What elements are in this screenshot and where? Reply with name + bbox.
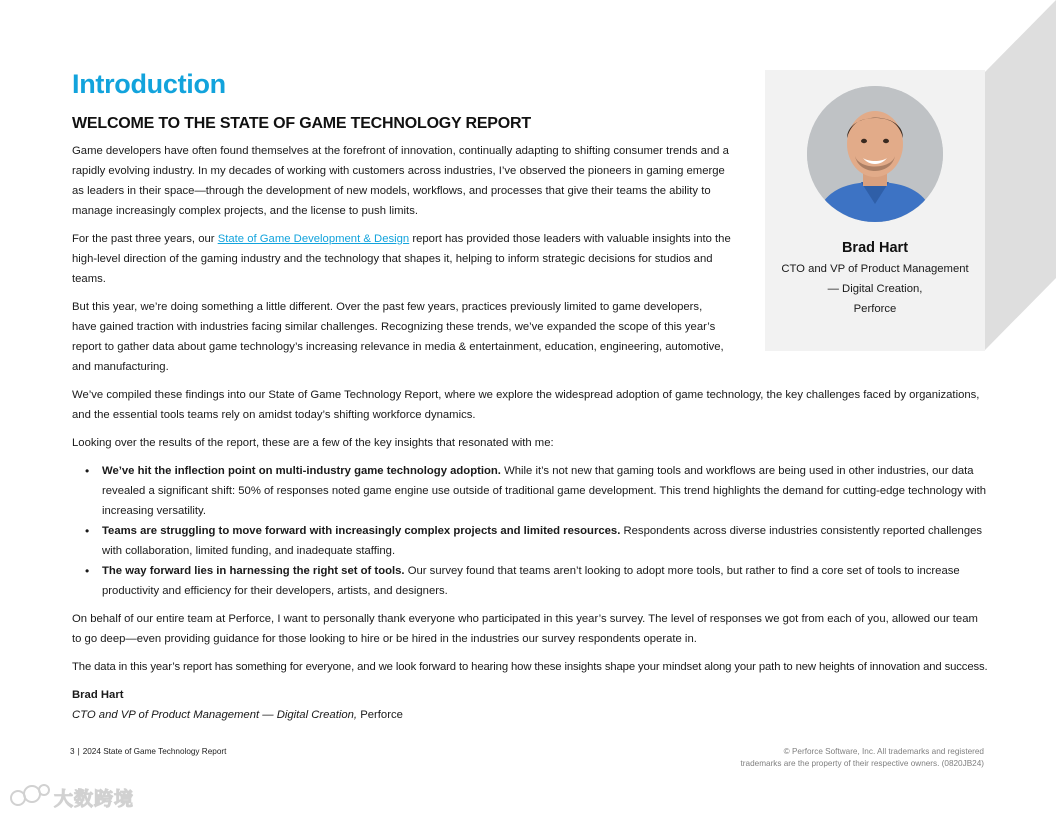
insight-heading: The way forward lies in harnessing the right set of tools.: [102, 565, 405, 577]
avatar-illustration: [807, 86, 943, 222]
list-item: [72, 561, 988, 601]
insight-heading: Teams are struggling to move forward with increasingly complex projects and limited resources.: [102, 525, 621, 537]
bullet-icon: •: [85, 564, 90, 578]
bullet-icon: •: [85, 464, 90, 478]
signature-company: Perforce: [357, 709, 403, 721]
copyright-line: trademarks are the property of their respective owners. (0820JB24): [740, 759, 984, 768]
page-number: 3: [70, 747, 75, 756]
key-insights-list: [72, 461, 988, 601]
insight-text: Respondents across diverse industries consistently reported challenges with collaboration, limited funding, and inadequate staffing.: [102, 525, 983, 557]
author-role-line: — Digital Creation,: [827, 283, 923, 295]
intro-paragraph-1: Game developers have often found themselves at the forefront of innovation, continually adapting to shifting consumer trends and a rapidly evolving industry. In my decades of working with customers across industries, I’ve observed the pioneers in gaming emerge as leaders in their space—through the development of new models, workflows, and processes that give their teams the ability to manage increasingly complex projects, and the license to push limits.: [72, 145, 729, 217]
intro-paragraph-4: We’ve compiled these findings into our State of Game Technology Report, where we explore the widespread adoption of game technology, the key challenges faced by organizations, and the essential tools teams rely on amidst today’s shifting workforce dynamics.: [72, 389, 980, 421]
intro-paragraph-2: [72, 229, 734, 289]
watermark-text: 大数跨境: [54, 788, 135, 810]
author-role-line: CTO and VP of Product Management: [781, 263, 969, 275]
report-name: 2024 State of Game Technology Report: [82, 747, 227, 756]
list-item: [72, 521, 988, 561]
signature-title: [72, 705, 403, 725]
watermark-logo-icon: [8, 782, 52, 812]
intro-paragraph-6: On behalf of our entire team at Perforce, I want to personally thank everyone who participated in this year’s survey. The level of responses we got from each of you, allowed our team to go deep—even providing guidance for those looking to hire or be hired in the industries our survey respondents operate in.: [72, 613, 978, 645]
author-role: [775, 259, 975, 319]
state-of-game-development-link[interactable]: State of Game Development & Design: [217, 233, 410, 245]
intro-paragraph-5: Looking over the results of the report, these are a few of the key insights that resonated with me:: [72, 437, 554, 449]
insight-text: Our survey found that teams aren’t looking to adopt more tools, but rather to find a core set of tools to increase productivity and efficiency for their developers, artists, and designers.: [102, 565, 960, 597]
insight-text: While it’s not new that gaming tools and workflows are being used in other industries, our data revealed a significant shift: 50% of responses noted game engine use outside of traditional game development. This trend highlights the demand for cutting-edge technology with increasing versatility.: [102, 465, 987, 517]
copyright-line: © Perforce Software, Inc. All trademarks and registered: [783, 747, 984, 756]
page-subtitle: WELCOME TO THE STATE OF GAME TECHNOLOGY REPORT: [72, 115, 531, 132]
signature-name: Brad Hart: [72, 689, 124, 701]
intro-paragraph-7: The data in this year’s report has something for everyone, and we look forward to hearing how these insights shape your mindset along your path to new heights of innovation and success.: [72, 661, 988, 673]
list-item: [72, 461, 988, 521]
page-corner-decoration: [985, 0, 1056, 350]
author-name: Brad Hart: [841, 240, 909, 256]
author-sidebar: [765, 70, 985, 351]
footer-separator: |: [77, 747, 80, 756]
watermark: [8, 782, 148, 812]
author-company: Perforce: [853, 303, 897, 315]
insight-heading: We’ve hit the inflection point on multi-industry game technology adoption.: [102, 465, 501, 477]
page-title: Introduction: [72, 69, 226, 99]
footer-page-info: [70, 746, 226, 758]
paragraph-2-text-before: For the past three years, our: [72, 233, 218, 245]
signature-role: CTO and VP of Product Management — Digital Creation,: [72, 709, 358, 721]
paragraph-2-text-after: report has provided those leaders with valuable insights into the high-level direction of the gaming industry and the technology that shapes it, helping to inform strategic decisions for studios and teams.: [72, 233, 731, 285]
bullet-icon: •: [85, 524, 90, 538]
intro-paragraph-3: But this year, we’re doing something a little different. Over the past few years, practices previously limited to game developers, have gained traction with industries facing similar challenges. Recognizing these trends, we’ve expanded the scope of this year’s report to gather data about game technology’s increasing relevance in media & entertainment, education, engineering, automotive, and manufacturing.: [72, 301, 724, 373]
author-photo: [807, 86, 943, 222]
footer-copyright: [684, 746, 984, 770]
